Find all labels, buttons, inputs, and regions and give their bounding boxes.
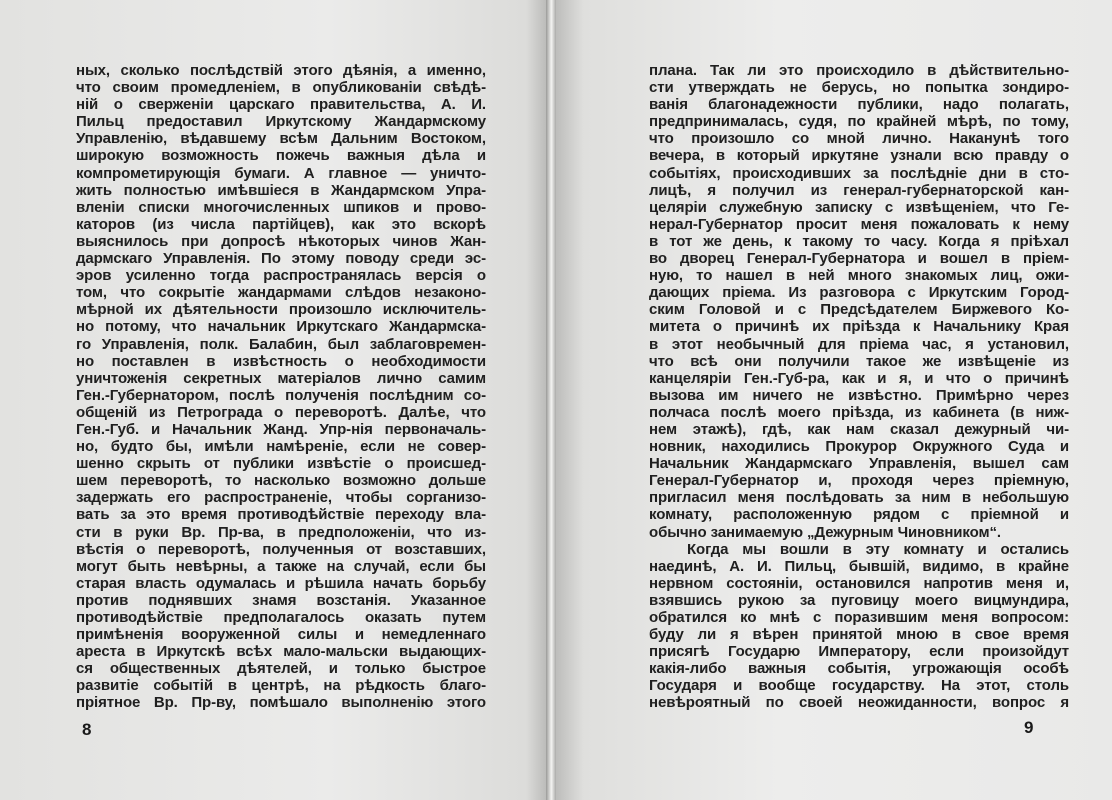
text-line: нерал-Губернатор просит меня пожаловать к нему (649, 215, 1069, 233)
text-line: против поднявших знамя возстанія. Указанное (76, 591, 486, 609)
text-line: но поставлен в извѣстность о необходимости (76, 352, 486, 370)
right-page (556, 0, 1112, 800)
text-line: могут быть невѣрны, а также на случай, если бы (76, 557, 486, 575)
text-line: ся общественных дѣятелей, и только быстрое (76, 660, 486, 678)
text-line: вызова им ничего не извѣстно. Примѣрно через (649, 386, 1069, 404)
text-line: пріятное Вр. Пр-ву, помѣшало выполненію этого (76, 694, 486, 712)
text-line: нем этажѣ), гдѣ, как нам сказал дежурный чи- (649, 420, 1069, 438)
text-line: вѣстія о переворотѣ, полученныя от возставших, (76, 540, 486, 558)
left-page-text (76, 62, 486, 712)
text-line: наединѣ, А. И. Пильц, бывшій, видимо, в крайне (649, 557, 1069, 575)
text-line: Пильц предоставил Иркутскому Жандармскому (76, 113, 486, 131)
text-line: ній о сверженіи царскаго правительства, А. И. (76, 96, 486, 114)
text-line: Ген.-Губернатором, послѣ полученія послѣдним со- (76, 386, 486, 404)
text-line: нервном состояніи, остановился напротив меня и, (649, 574, 1069, 592)
text-line: предпринималась, судя, по крайней мѣрѣ, по тому, (649, 113, 1069, 131)
text-line: какія-либо важныя событія, угрожающія особѣ (649, 660, 1069, 678)
text-line: Начальник Жандармскаго Управленія, вышел сам (649, 455, 1069, 473)
text-line: выяснилось при допросѣ нѣкоторых чинов Жан- (76, 232, 486, 250)
text-line: дающих пріема. Из разговора с Иркутским Город- (649, 284, 1069, 302)
text-line: компрометирующія бумаги. А главное — уничто- (76, 164, 486, 182)
text-line: в тот же день, к такому то часу. Когда я пріѣхал (649, 232, 1069, 250)
text-line: широкую возможность пожечь важныя дѣла и (76, 147, 486, 165)
text-line: сти в руки Вр. Пр-ва, в предположеніи, что из- (76, 523, 486, 541)
text-line: вленіи списки многочисленных шпиков и прово- (76, 198, 486, 216)
text-line: задержать его распространеніе, чтобы сорганизо- (76, 489, 486, 507)
text-line: пригласил меня послѣдовать за ним в небольшую (649, 489, 1069, 507)
text-line: Государя и вообще государству. На этот, столь (649, 677, 1069, 695)
page-number: 9 (1024, 718, 1034, 737)
text-line: общеній из Петрограда о переворотѣ. Далѣе, что (76, 403, 486, 421)
text-line: полчаса послѣ моего пріѣзда, из кабинета (в ниж- (649, 403, 1069, 421)
text-line: целяріи служебную записку с извѣщеніем, что Ге- (649, 198, 1069, 216)
text-line: вечера, в который иркутяне узнали всю правду о (649, 147, 1069, 165)
text-line: сти утверждать не берусь, но попытка зондиро- (649, 79, 1069, 97)
left-page (0, 0, 548, 800)
text-line: дармскаго Управленія. По этому поводу среди эс- (76, 250, 486, 268)
text-line: жить полностью имѣвшіеся в Жандармском Упра- (76, 181, 486, 199)
text-line: Когда мы вошли в эту комнату и остались (687, 540, 1069, 558)
text-line: митета о причинѣ их пріѣзда к Начальнику Края (649, 318, 1069, 336)
text-line: вать за это время противодѣйствіе переходу вла- (76, 506, 486, 524)
text-line: что своим промедленіем, в опубликованіи свѣдѣ- (76, 79, 486, 97)
text-line: шенно скрыть от публики извѣстіе о происшед- (76, 455, 486, 473)
text-line: невѣроятный по своей неожиданности, вопрос я (649, 694, 1069, 712)
text-line: событіях, происходивших за послѣдніе дни в сто- (649, 164, 1069, 182)
text-line: эров усиленно тогда распространялась версія о (76, 267, 486, 285)
right-page-text (649, 62, 1069, 712)
text-line: что произошло со мной лично. Наканунѣ того (649, 130, 1069, 148)
text-line: уничтоженія секретных матеріалов лично самим (76, 369, 486, 387)
text-line: плана. Так ли это происходило в дѣйствительно- (649, 62, 1069, 79)
text-line: канцеляріи Ген.-Губ-ра, как и я, и что о причинѣ (649, 369, 1069, 387)
text-line: но потому, что начальник Иркутскаго Жандармска- (76, 318, 486, 336)
text-line: развитіе событій в центрѣ, на рѣдкость благо- (76, 677, 486, 695)
text-line: во дворец Генерал-Губернатора и вошел в пріем- (649, 250, 1069, 268)
text-line: что всѣ они получили такое же извѣщеніе из (649, 352, 1069, 370)
text-line: ных, сколько послѣдствій этого дѣянія, а именно, (76, 62, 486, 79)
text-line: обычно занимаемую „Дежурным Чиновником“. (649, 523, 1001, 541)
text-line: ским Головой и с Предсѣдателем Биржевого Ко- (649, 301, 1069, 319)
text-line: взявшись рукою за пуговицу моего вицмундира, (649, 591, 1069, 609)
text-line: том, что сокрытіе жандармами слѣдов незаконо- (76, 284, 486, 302)
text-line: примѣненія вооруженной силы и немедленнаго (76, 626, 486, 644)
text-line: Ген.-Губ. и Начальник Жанд. Упр-нія первоначаль- (76, 420, 486, 438)
text-line: противодѣйствіе предполагалось оказать путем (76, 609, 486, 626)
text-line: Генерал-Губернатор и, проходя через пріемную, (649, 472, 1069, 490)
text-line: старая власть одумалась и рѣшила начать борьбу (76, 574, 486, 592)
text-line: го Управленія, полк. Балабин, был заблаговремен- (76, 335, 486, 353)
text-line: мѣрной их дѣятельности произошло исключитель- (76, 301, 486, 319)
text-line: ванія благонадежности публики, надо полагать, (649, 96, 1069, 114)
text-line: ареста в Иркутскѣ всѣх мало-мальски выдающих- (76, 643, 486, 661)
page-number: 8 (82, 720, 92, 739)
text-line: буду ли я вѣрен принятой мною в свое время (649, 626, 1069, 644)
text-line: ную, то нашел в ней много знакомых лиц, ожи- (649, 267, 1069, 285)
text-line: новник, находились Прокурор Окружного Суда и (649, 438, 1069, 456)
text-line: лицѣ, я получил из генерал-губернаторской кан- (649, 181, 1069, 199)
text-line: обратился ко мнѣ с поразившим меня вопросом: (649, 609, 1069, 626)
text-line: присягѣ Государю Императору, если произойдут (649, 643, 1069, 661)
text-line: в этот необычный для пріема час, я установил, (649, 335, 1069, 353)
text-line: шем переворотѣ, то насколько возможно дольше (76, 472, 486, 490)
text-line: комнату, расположенную рядом с пріемной и (649, 506, 1069, 524)
text-line: но, будто бы, имѣли намѣреніе, если не совер- (76, 438, 486, 456)
text-line: Управленію, вѣдавшему всѣм Дальним Востоком, (76, 130, 486, 148)
text-line: каторов (из числа партійцев), как это вскорѣ (76, 215, 486, 233)
